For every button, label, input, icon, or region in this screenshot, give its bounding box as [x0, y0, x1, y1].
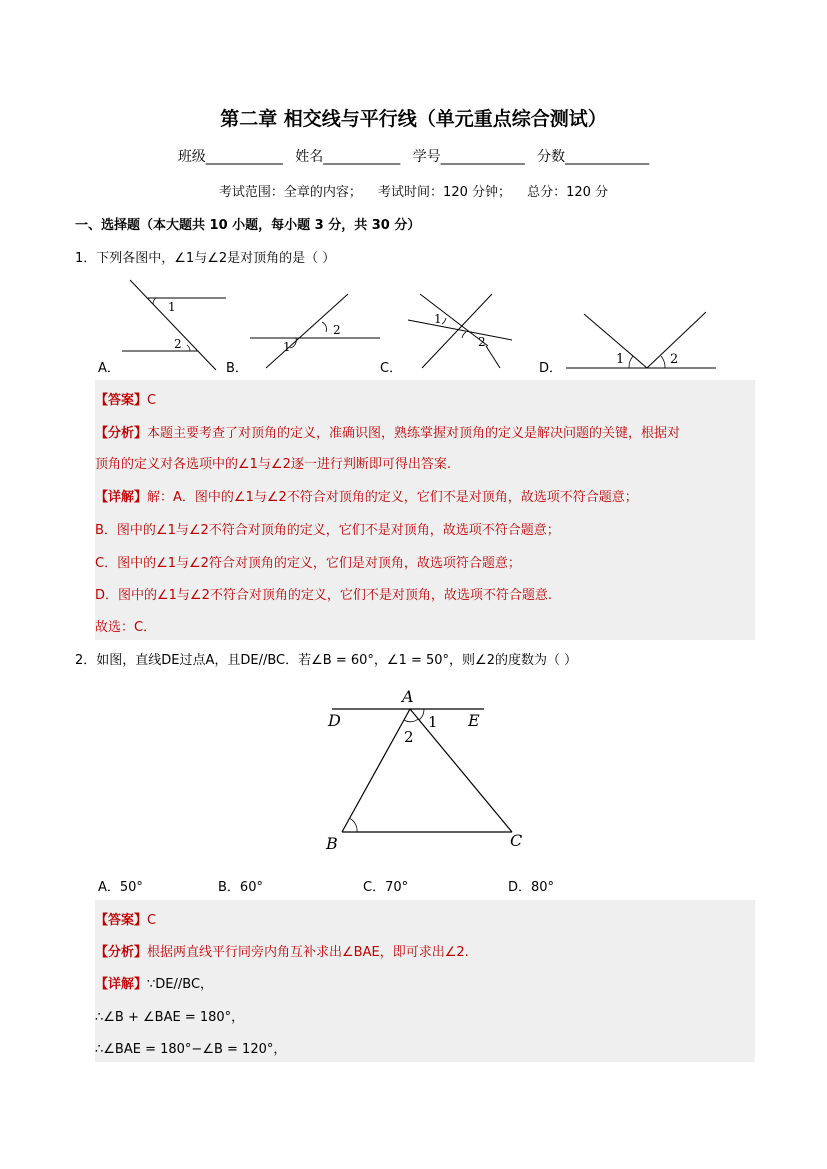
q1c-label-1: 1	[434, 312, 442, 326]
section-heading: 一、选择题（本大题共 10 小题，每小题 3 分，共 30 分）	[75, 218, 421, 233]
q2-detail	[95, 973, 213, 992]
exam-info-line	[0, 181, 827, 200]
q1d-label-1: 1	[616, 352, 625, 367]
q2-stem: 2．如图，直线DE过点A，且DE//BC．若∠B = 60°，∠1 = 50°，则∠2的度数为（ ）	[75, 653, 578, 668]
q1-choose: 故选：C．	[95, 620, 157, 635]
q1-detail-4: D．图中的∠1与∠2不符合对顶角的定义，它们不是对顶角，故选项不符合题意.	[95, 588, 552, 603]
q1c-label-2: 2	[478, 335, 486, 349]
q2-option-b: B．60°	[218, 880, 263, 895]
student-info-line	[0, 146, 827, 166]
q1-answer-tag: 【答案】	[95, 393, 148, 408]
q2-answer-box	[95, 900, 755, 1062]
q1-analysis-text-2: 顶角的定义对各选项中的∠1与∠2逐一进行判断即可得出答案.	[95, 457, 451, 472]
q2-detail-3: ∴∠BAE = 180°−∠B = 120°，	[95, 1042, 287, 1057]
q1-analysis	[95, 422, 680, 441]
exam-total: 总分：120 分	[527, 185, 609, 200]
q1d-label-2: 2	[670, 352, 679, 367]
q2-analysis-text: 根据两直线平行同旁内角互补求出∠BAE，即可求出∠2.	[147, 945, 469, 960]
q1b-label-1: 1	[283, 340, 291, 354]
q1-option-a: A．	[98, 361, 120, 376]
q2-label-b: B	[326, 834, 338, 853]
q2-label-1: 1	[428, 713, 438, 731]
q1-option-c: C．	[380, 361, 403, 376]
q1-figure-c	[408, 294, 512, 368]
q2-detail-tag: 【详解】	[95, 977, 148, 992]
q1-figure-b	[250, 294, 380, 368]
score-field: 分数____________	[537, 149, 650, 165]
q2-label-a: A	[402, 687, 414, 706]
id-field: 学号____________	[412, 149, 525, 165]
q2-label-2: 2	[404, 728, 414, 746]
q1b-label-2: 2	[333, 323, 341, 337]
q1-analysis-text-1: 本题主要考查了对顶角的定义，准确识图，熟练掌握对顶角的定义是解决问题的关键，根据对	[147, 426, 681, 441]
q2-analysis-tag: 【分析】	[95, 945, 148, 960]
q2-label-e: E	[468, 711, 480, 730]
q1a-label-2: 2	[174, 337, 182, 351]
q1-detail-1: 解：A．图中的∠1与∠2不符合对顶角的定义，它们不是对顶角，故选项不符合题意；	[147, 490, 638, 505]
class-field: 班级___________	[177, 149, 283, 165]
q1-figures	[90, 272, 730, 376]
q1-answer-value: C	[147, 393, 157, 408]
q1-figure-a	[122, 280, 226, 370]
q1-option-d: D．	[539, 361, 563, 376]
q1-analysis-tag: 【分析】	[95, 426, 148, 441]
q1-detail	[95, 486, 638, 505]
q2-figure	[320, 686, 540, 856]
name-field: 姓名___________	[295, 149, 401, 165]
q2-answer	[95, 909, 156, 928]
q1-figure-d	[566, 312, 716, 368]
page-title: 第二章 相交线与平行线（单元重点综合测试）	[220, 108, 607, 130]
q2-detail-2: ∴∠B + ∠BAE = 180°，	[95, 1010, 245, 1025]
q2-analysis	[95, 941, 469, 960]
q2-label-c: C	[510, 831, 523, 850]
q2-option-d: D．80°	[508, 880, 555, 895]
q2-option-c: C．70°	[363, 880, 409, 895]
q2-answer-value: C	[147, 913, 157, 928]
q1-option-b: B．	[226, 361, 248, 376]
q2-option-a: A．50°	[98, 880, 143, 895]
q1-detail-3: C．图中的∠1与∠2符合对顶角的定义，它们是对顶角，故选项符合题意；	[95, 556, 521, 571]
exam-time: 考试时间：120 分钟；	[378, 185, 511, 200]
q1-detail-tag: 【详解】	[95, 490, 148, 505]
q1a-label-1: 1	[168, 300, 176, 314]
q1-detail-2: B．图中的∠1与∠2不符合对顶角的定义，它们不是对顶角，故选项不符合题意；	[95, 523, 560, 538]
q2-detail-1: ∵DE//BC，	[147, 977, 214, 992]
q2-answer-tag: 【答案】	[95, 913, 148, 928]
q1-answer	[95, 389, 156, 408]
q1-stem: 1．下列各图中，∠1与∠2是对顶角的是（ ）	[75, 251, 336, 266]
exam-scope: 考试范围：全章的内容；	[218, 185, 362, 200]
q2-label-d: D	[328, 711, 341, 730]
q1-answer-box	[95, 380, 755, 640]
